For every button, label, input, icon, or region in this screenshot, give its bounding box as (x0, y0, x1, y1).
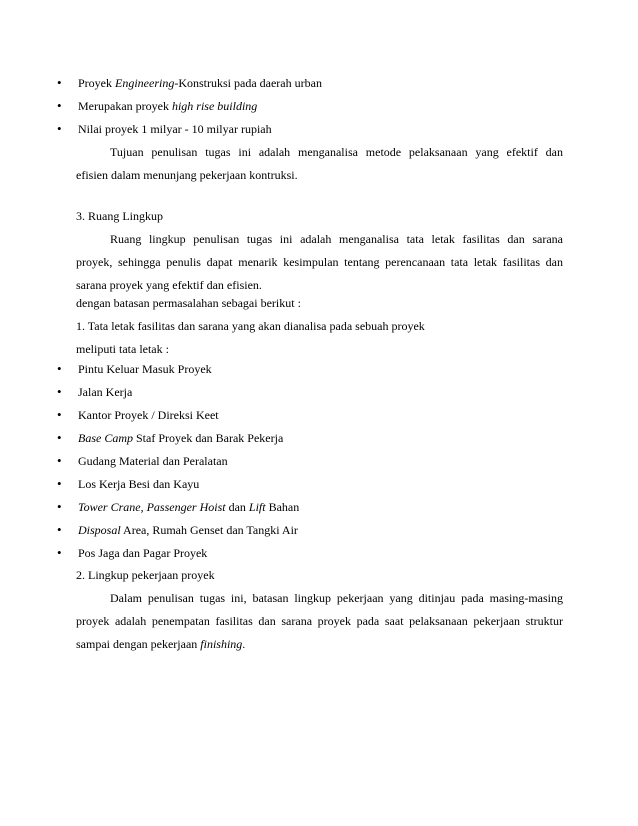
section-heading-ruang-lingkup: 3. Ruang Lingkup (76, 209, 163, 223)
ruang-line-6: meliputi tata letak : (76, 342, 169, 356)
list-item-italic-text: Base Camp (78, 431, 133, 445)
bullet-icon: • (57, 522, 62, 537)
bullet-icon: • (57, 121, 62, 136)
list-item (78, 99, 257, 113)
list-item (78, 454, 228, 468)
lingkup-line-2: proyek adalah penempatan fasilitas dan sarana proyek pada saat pelaksanaan pekerjaan struktur (76, 614, 563, 628)
list-item-text: Nilai proyek 1 milyar - 10 milyar rupiah (78, 122, 272, 136)
lingkup-line-3 (76, 637, 245, 651)
bullet-icon: • (57, 545, 62, 560)
list-item (78, 431, 283, 445)
list-item-text: , (140, 500, 147, 514)
list-item-text: Staf Proyek dan Barak Pekerja (133, 431, 284, 445)
list-item-text: Pos Jaga dan Pagar Proyek (78, 546, 208, 560)
list-item-text: Area, Rumah Genset dan Tangki Air (120, 523, 298, 537)
list-item-italic-text: Disposal (78, 523, 121, 537)
section-heading-lingkup-pekerjaan: 2. Lingkup pekerjaan proyek (76, 568, 215, 582)
list-item (78, 362, 212, 376)
list-item (78, 385, 132, 399)
ruang-line-2: proyek, sehingga penulis dapat menarik kesimpulan tentang perencanaan tata letak fasilitas dan (76, 255, 563, 269)
bullet-icon: • (57, 476, 62, 491)
list-item (78, 523, 298, 537)
list-item-text: Los Kerja Besi dan Kayu (78, 477, 200, 491)
lingkup-line-3-text: sampai dengan pekerjaan (76, 637, 201, 651)
list-item-text: -Konstruksi pada daerah urban (174, 76, 322, 90)
list-item-italic-text: Engineering (115, 76, 175, 90)
lingkup-line-1: Dalam penulisan tugas ini, batasan lingkup pekerjaan yang ditinjau pada masing-masing (110, 591, 563, 605)
list-item-text: Proyek (78, 76, 115, 90)
bullet-icon: • (57, 75, 62, 90)
list-item-italic-text: Passenger Hoist (146, 500, 226, 514)
tujuan-line-2: efisien dalam menunjang pekerjaan kontruksi. (76, 168, 298, 182)
list-item (78, 76, 322, 90)
list-item-text: Kantor Proyek / Direksi Keet (78, 408, 219, 422)
ruang-line-5: 1. Tata letak fasilitas dan sarana yang akan dianalisa pada sebuah proyek (76, 319, 425, 333)
list-item-text: Merupakan proyek (78, 99, 172, 113)
list-item (78, 408, 219, 422)
lingkup-line-3-italic: finishing (200, 637, 243, 651)
bullet-icon: • (57, 384, 62, 399)
list-item-italic-text: Lift (248, 500, 266, 514)
list-item (78, 500, 299, 514)
list-item (78, 546, 207, 560)
bullet-icon: • (57, 499, 62, 514)
list-item-text: Pintu Keluar Masuk Proyek (78, 362, 212, 376)
list-item (78, 122, 272, 136)
lingkup-line-3-end: . (242, 637, 246, 651)
ruang-line-1: Ruang lingkup penulisan tugas ini adalah menganalisa tata letak fasilitas dan sarana (110, 232, 563, 246)
list-item-text: Jalan Kerja (78, 385, 133, 399)
list-item-text: dan (225, 500, 249, 514)
list-item (78, 477, 199, 491)
bullet-icon: • (57, 361, 62, 376)
tujuan-line-1: Tujuan penulisan tugas ini adalah menganalisa metode pelaksanaan yang efektif dan (110, 145, 563, 159)
bullet-icon: • (57, 98, 62, 113)
list-item-text: Bahan (265, 500, 300, 514)
list-item-italic-text: high rise building (171, 99, 258, 113)
list-item-text: Gudang Material dan Peralatan (78, 454, 228, 468)
bullet-icon: • (57, 430, 62, 445)
bullet-icon: • (57, 453, 62, 468)
ruang-line-3: sarana proyek yang efektif dan efisien. (76, 278, 262, 292)
ruang-line-4: dengan batasan permasalahan sebagai berikut : (76, 296, 301, 310)
bullet-icon: • (57, 407, 62, 422)
list-item-italic-text: Tower Crane (78, 500, 141, 514)
